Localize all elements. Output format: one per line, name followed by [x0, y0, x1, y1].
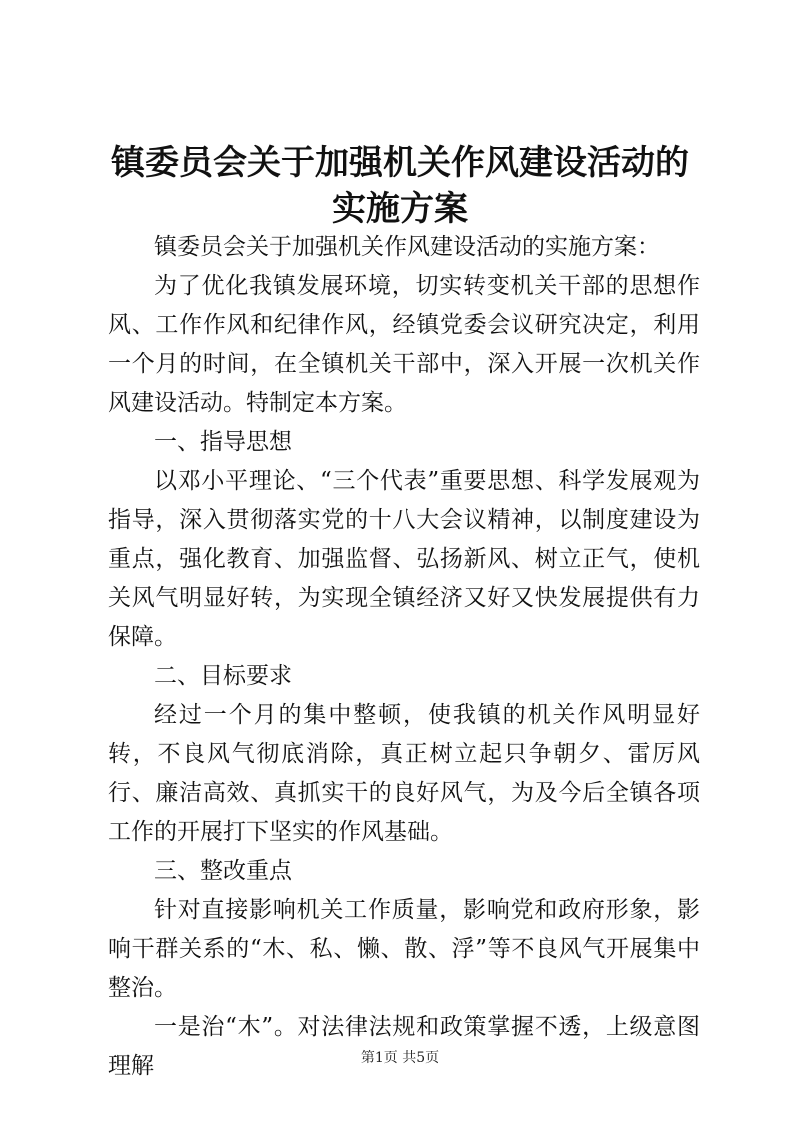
section-heading-guiding-thought: 一、指导思想 [154, 429, 292, 455]
document-body [108, 228, 700, 1086]
paragraph-heading-line: 镇委员会关于加强机关作风建设活动的实施方案： [154, 234, 660, 260]
paragraph-rectification: 针对直接影响机关工作质量，影响党和政府形象，影响干群关系的“木、私、懒、散、浮”等不良风气开展集中整治。 [108, 897, 700, 1001]
section-heading-rectification: 三、整改重点 [154, 858, 292, 884]
paragraph-guiding-thought: 以邓小平理论、“三个代表”重要思想、科学发展观为指导，深入贯彻落实党的十八大会议精神，以制度建设为重点，强化教育、加强监督、弘扬新风、树立正气，使机关风气明显好转，为实现全镇经济又好又快发展提供有力保障。 [108, 468, 700, 650]
page-footer: 第1页 共5页 [360, 1050, 440, 1066]
paragraph-goals: 经过一个月的集中整顿，使我镇的机关作风明显好转，不良风气彻底消除，真正树立起只争朝夕、雷厉风行、廉洁高效、真抓实干的良好风气，为及今后全镇各项工作的开展打下坚实的作风基础。 [108, 702, 700, 845]
document-title: 镇委员会关于加强机关作风建设活动的实施方案 [111, 143, 689, 229]
section-heading-goals: 二、目标要求 [154, 663, 292, 689]
paragraph-intro: 为了优化我镇发展环境，切实转变机关干部的思想作风、工作作风和纪律作风，经镇党委会议研究决定，利用一个月的时间，在全镇机关干部中，深入开展一次机关作风建设活动。特制定本方案。 [108, 273, 700, 416]
paragraph-item-one: 一是治“木”。对法律法规和政策掌握不透，上级意图理解 [108, 1014, 700, 1079]
